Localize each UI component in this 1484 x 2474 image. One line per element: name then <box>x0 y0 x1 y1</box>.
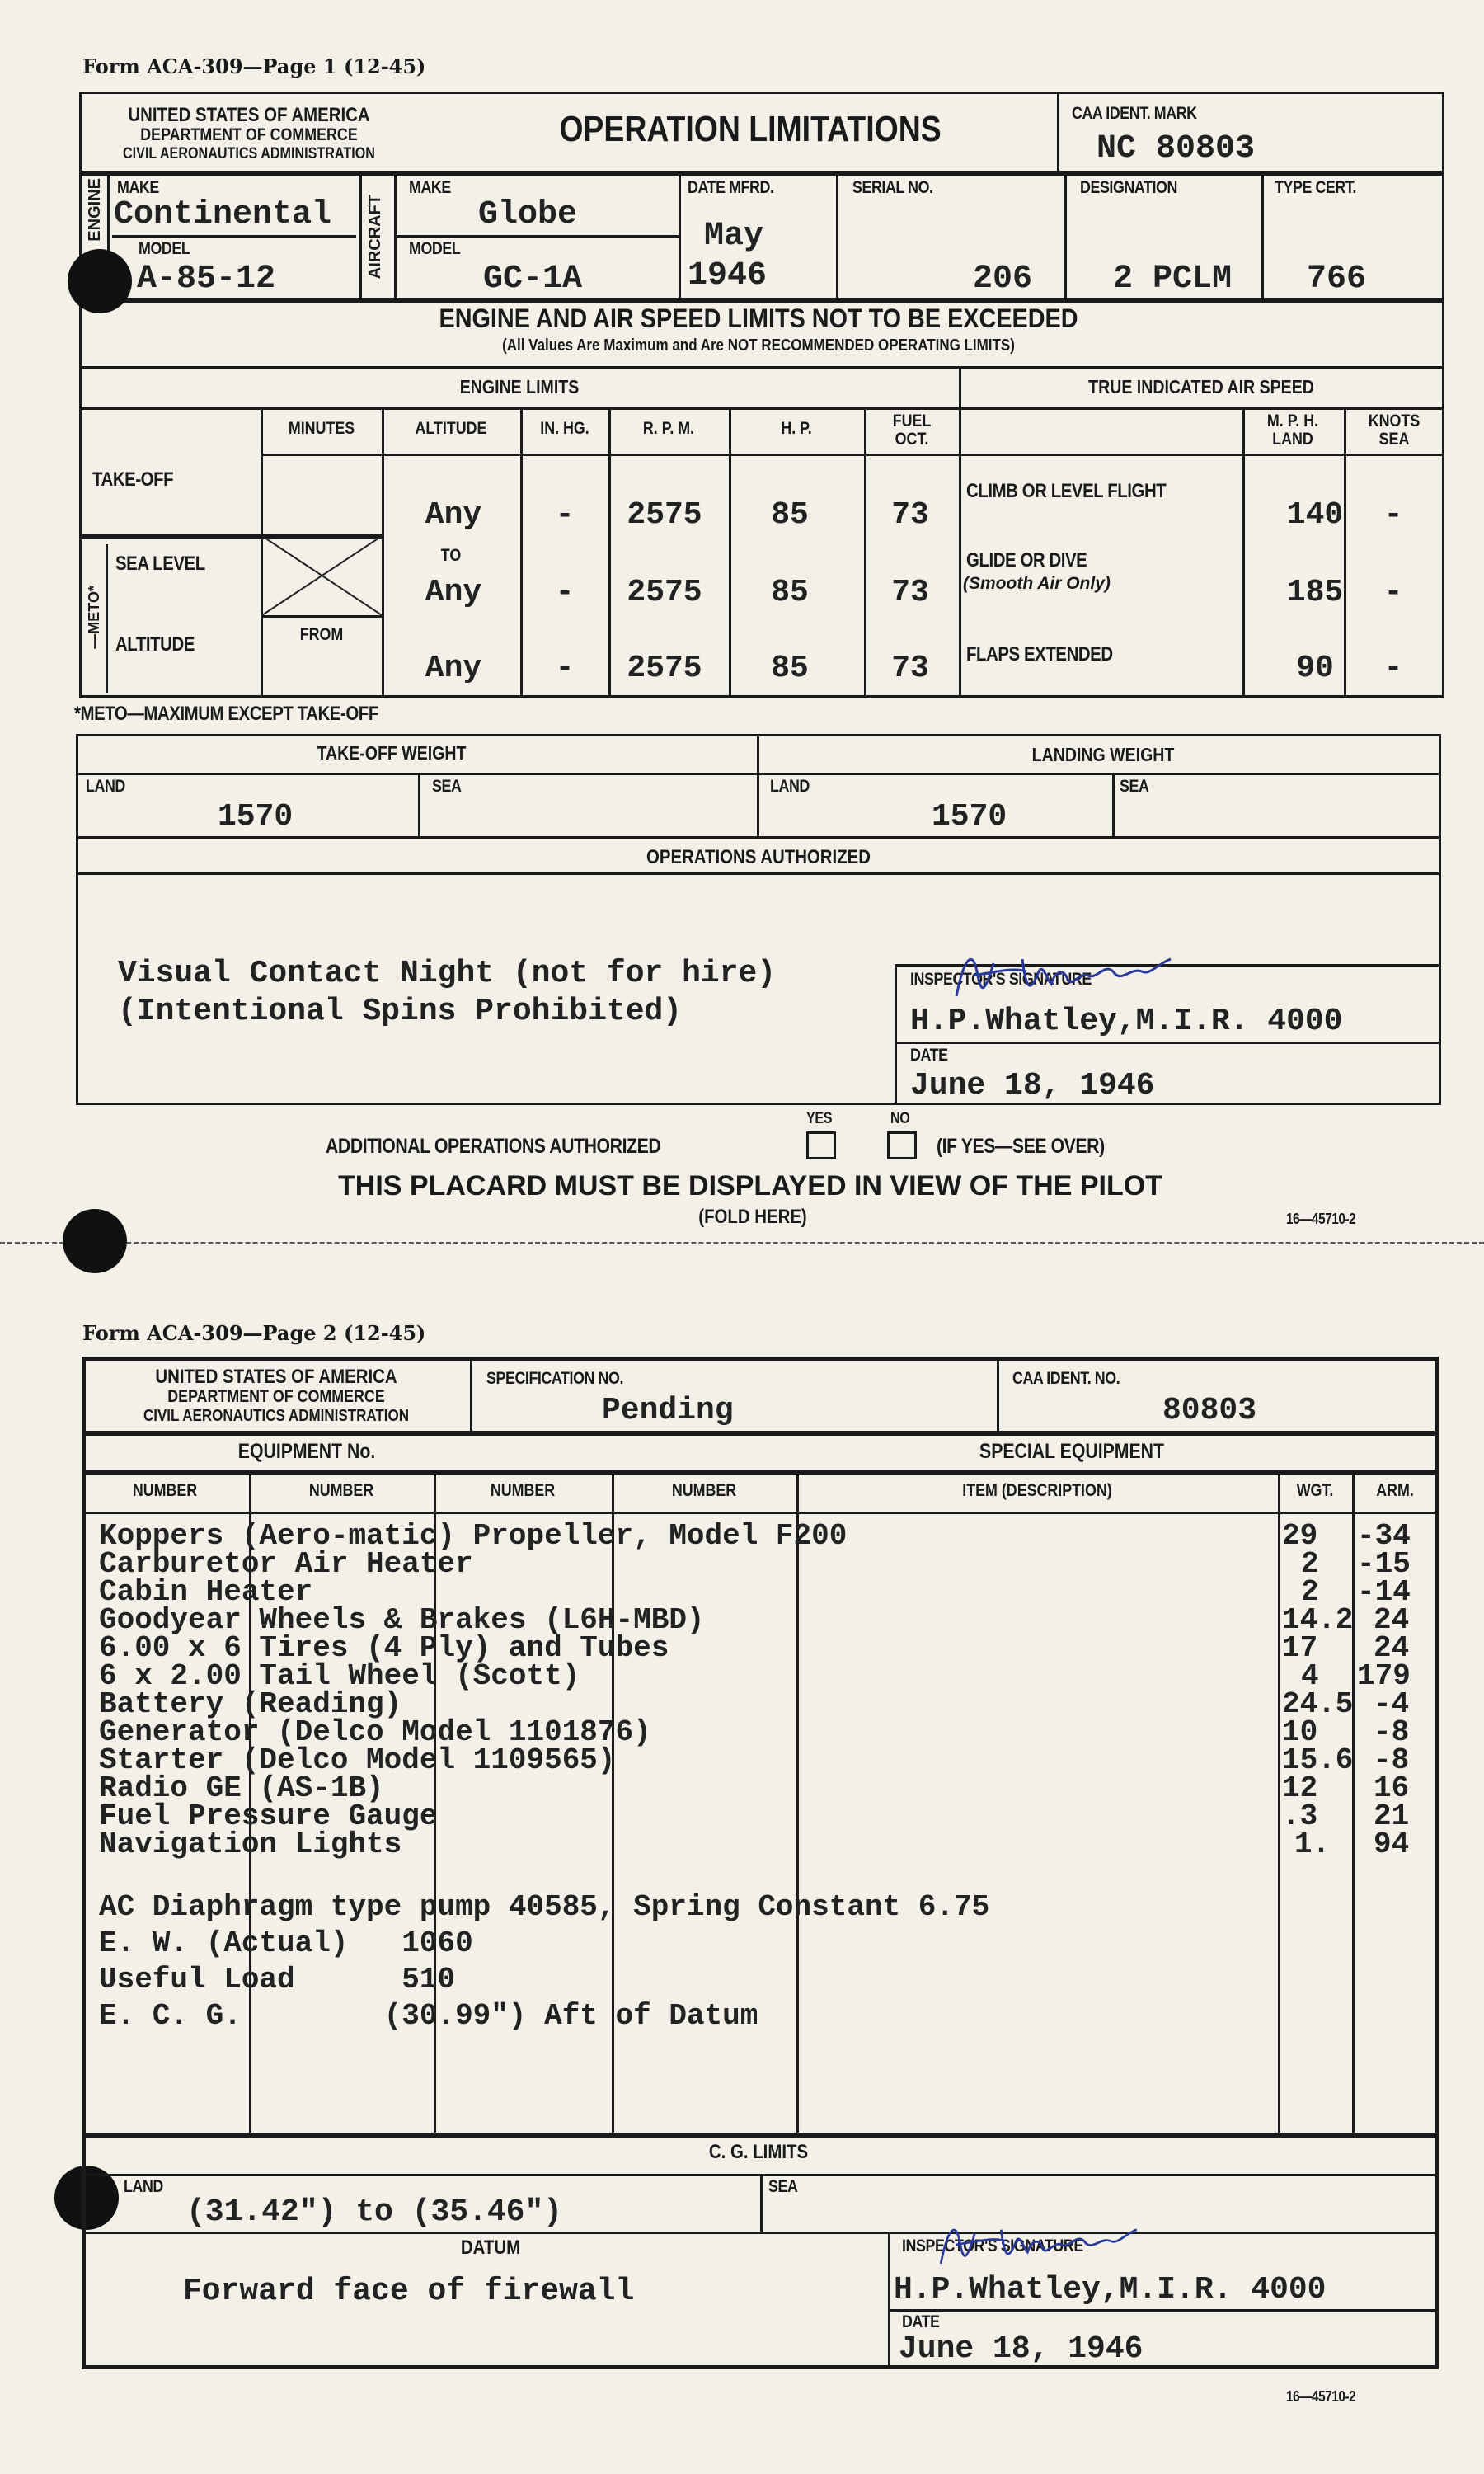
page2-form-label: Form ACA-309—Page 2 (12-45) <box>82 1321 426 1345</box>
fold-line <box>0 1242 1484 1244</box>
rpm-value: 2575 <box>627 651 702 686</box>
divider <box>261 615 382 618</box>
caa-ident-no-label: CAA IDENT. NO. <box>1012 1369 1120 1388</box>
item-weight: 2 <box>1301 1547 1319 1581</box>
agency-line-3: CIVIL AERONAUTICS ADMINISTRATION <box>143 1407 410 1425</box>
col-fuel-oct: FUEL OCT. <box>892 412 932 449</box>
divider <box>997 1357 999 1432</box>
divider <box>1112 773 1115 836</box>
item-weight: 24.5 <box>1282 1687 1354 1721</box>
divider <box>1242 407 1245 698</box>
divider <box>1261 173 1264 300</box>
cg-land-label: LAND <box>124 2177 163 2196</box>
cg-sea-label: SEA <box>768 2177 798 2196</box>
cg-limits-label: C. G. LIMITS <box>708 2141 809 2163</box>
page2-print-code: 16—45710-2 <box>1286 2388 1356 2405</box>
yes-label: YES <box>806 1110 833 1127</box>
page-title: OPERATION LIMITATIONS <box>559 109 942 149</box>
landing-weight-label: LANDING WEIGHT <box>1031 744 1175 765</box>
item-weight: 17 <box>1282 1631 1318 1665</box>
divider <box>1344 407 1346 698</box>
caa-ident-label: CAA IDENT. MARK <box>1072 104 1197 123</box>
altitude-to-label: TO <box>440 546 462 565</box>
col-in-hg: IN. HG. <box>540 419 589 438</box>
item-arm: 24 <box>1374 1603 1410 1637</box>
item-arm: -15 <box>1357 1547 1411 1581</box>
item-weight: .3 <box>1282 1799 1318 1833</box>
takeoff-land-value: 1570 <box>218 799 294 835</box>
fuel-value: 73 <box>891 651 929 686</box>
takeoff-sea-label: SEA <box>432 777 462 796</box>
divider <box>82 1512 1439 1514</box>
equipment-item: Goodyear Wheels & Brakes (L6H-MBD) <box>99 1603 705 1637</box>
agency-line-3: CIVIL AERONAUTICS ADMINISTRATION <box>123 145 375 162</box>
divider <box>1278 1472 1280 2133</box>
divider <box>796 1472 799 2133</box>
item-arm: -14 <box>1357 1575 1411 1609</box>
special-equipment-heading: SPECIAL EQUIPMENT <box>979 1440 1164 1463</box>
col-arm: ARM. <box>1376 1481 1414 1500</box>
divider <box>79 171 1444 176</box>
item-weight: 15.6 <box>1282 1743 1354 1777</box>
limits-subheading: (All Values Are Maximum and Are NOT RECOMMENDED OPERATING LIMITS) <box>502 336 1015 355</box>
col-number-4: NUMBER <box>671 1481 737 1500</box>
row-meto-label: —METO* <box>86 586 102 649</box>
airspeed-flaps-mph: 90 <box>1296 651 1334 686</box>
limits-heading: ENGINE AND AIR SPEED LIMITS NOT TO BE EXCEEDED <box>439 303 1078 333</box>
airspeed-glide-knots: - <box>1383 575 1403 610</box>
divider <box>79 407 1444 410</box>
item-arm: 21 <box>1374 1799 1410 1833</box>
divider <box>76 836 1441 839</box>
divider <box>959 454 1444 456</box>
divider <box>359 173 362 300</box>
equipment-item: 6 x 2.00 Tail Wheel (Scott) <box>99 1659 580 1693</box>
item-arm: 94 <box>1374 1827 1410 1861</box>
col-item-description: ITEM (DESCRIPTION) <box>962 1481 1112 1500</box>
equipment-item: Koppers (Aero-matic) Propeller, Model F200 <box>99 1519 848 1553</box>
engine-model-value: A-85-12 <box>137 261 276 298</box>
col-number-2: NUMBER <box>308 1481 374 1500</box>
divider <box>82 1470 1439 1475</box>
datum-label: DATUM <box>460 2236 521 2259</box>
yes-checkbox[interactable] <box>806 1131 836 1159</box>
airspeed-climb-label: CLIMB OR LEVEL FLIGHT <box>966 480 1167 502</box>
additional-ops-label: ADDITIONAL OPERATIONS AUTHORIZED <box>326 1135 661 1158</box>
empty-cg: E. C. G. (30.99") Aft of Datum <box>99 1999 758 2033</box>
divider <box>757 734 759 836</box>
col-number-3: NUMBER <box>490 1481 556 1500</box>
col-weight: WGT. <box>1296 1481 1334 1500</box>
hp-value: 85 <box>771 497 809 533</box>
inspector-signature <box>923 2218 1154 2271</box>
equipment-item: Battery (Reading) <box>99 1687 402 1721</box>
divider <box>261 454 959 456</box>
divider <box>864 407 866 698</box>
col-minutes: MINUTES <box>288 419 355 438</box>
placard-notice: THIS PLACARD MUST BE DISPLAYED IN VIEW OF THE PILOT <box>338 1170 1162 1202</box>
equipment-item: Radio GE (AS-1B) <box>99 1771 384 1805</box>
fuel-value: 73 <box>891 575 929 610</box>
agency-line-1: UNITED STATES OF AMERICA <box>128 104 370 126</box>
col-number-1: NUMBER <box>132 1481 198 1500</box>
landing-land-label: LAND <box>770 777 810 796</box>
airspeed-glide-label: GLIDE OR DIVE <box>966 549 1087 571</box>
empty-weight: E. W. (Actual) 1060 <box>99 1926 473 1960</box>
rpm-value: 2575 <box>627 575 702 610</box>
item-weight: 14.2 <box>1282 1603 1354 1637</box>
airspeed-glide-mph: 185 <box>1286 575 1344 610</box>
ops-line-2: (Intentional Spins Prohibited) <box>118 994 683 1029</box>
row-altitude-label: ALTITUDE <box>115 633 195 656</box>
type-cert-label: TYPE CERT. <box>1275 178 1356 197</box>
takeoff-weight-label: TAKE-OFF WEIGHT <box>317 742 467 764</box>
punch-hole <box>63 1209 127 1273</box>
item-arm: 24 <box>1374 1631 1410 1665</box>
divider <box>1057 92 1059 173</box>
item-arm: 179 <box>1357 1659 1411 1693</box>
aircraft-make-value: Globe <box>478 196 578 233</box>
inspector-sig-label: INSPECTOR'S SIGNATURE <box>910 970 1092 989</box>
serial-label: SERIAL NO. <box>852 178 933 197</box>
airspeed-climb-knots: - <box>1383 497 1403 533</box>
equipment-item: Carburetor Air Heater <box>99 1547 473 1581</box>
col-mph-land: M. P. H. LAND <box>1266 412 1319 449</box>
airspeed-heading: TRUE INDICATED AIR SPEED <box>1088 376 1314 397</box>
punch-hole <box>68 249 132 313</box>
ops-line-1: Visual Contact Night (not for hire) <box>118 956 777 991</box>
engine-make-value: Continental <box>114 196 332 233</box>
equipment-item: Fuel Pressure Gauge <box>99 1799 438 1833</box>
inspector-name: H.P.Whatley,M.I.R. 4000 <box>910 1004 1343 1039</box>
equipment-no-heading: EQUIPMENT No. <box>237 1440 376 1463</box>
item-arm: -34 <box>1357 1519 1411 1553</box>
date-mfrd-year: 1946 <box>688 257 768 294</box>
divider <box>1352 1472 1355 2133</box>
col-rpm: R. P. M. <box>642 419 695 438</box>
if-yes-note: (IF YES—SEE OVER) <box>937 1135 1105 1158</box>
col-hp: H. P. <box>781 419 812 438</box>
divider <box>382 407 384 698</box>
equipment-item: Generator (Delco Model 1101876) <box>99 1715 651 1749</box>
agency-line-2: DEPARTMENT OF COMMERCE <box>167 1387 385 1406</box>
inspector-name: H.P.Whatley,M.I.R. 4000 <box>894 2272 1327 2307</box>
hp-value: 85 <box>771 651 809 686</box>
fold-here-label: (FOLD HERE) <box>698 1206 807 1228</box>
divider <box>760 2174 763 2232</box>
aircraft-model-value: GC-1A <box>483 261 583 298</box>
in-hg-value: - <box>555 497 575 533</box>
item-arm: -8 <box>1374 1743 1410 1777</box>
item-arm: -4 <box>1374 1687 1410 1721</box>
page1-form-label: Form ACA-309—Page 1 (12-45) <box>82 54 426 78</box>
designation-label: DESIGNATION <box>1080 178 1177 197</box>
agency-line-1: UNITED STATES OF AMERICA <box>155 1366 397 1388</box>
divider <box>608 407 611 698</box>
designation-value: 2 PCLM <box>1113 261 1233 298</box>
in-hg-value: - <box>555 575 575 610</box>
airspeed-flaps-label: FLAPS EXTENDED <box>966 643 1113 666</box>
airspeed-flaps-knots: - <box>1383 651 1403 686</box>
equipment-item: Cabin Heater <box>99 1575 313 1609</box>
item-weight: 4 <box>1301 1659 1319 1693</box>
item-weight: 10 <box>1282 1715 1318 1749</box>
divider <box>106 544 108 693</box>
aircraft-side-label: AIRCRAFT <box>366 195 384 280</box>
item-weight: 12 <box>1282 1771 1318 1805</box>
divider <box>112 235 356 238</box>
no-checkbox[interactable] <box>887 1131 917 1159</box>
airspeed-glide-note: (Smooth Air Only) <box>963 574 1111 593</box>
engine-side-label: ENGINE <box>86 178 104 242</box>
equipment-item: Starter (Delco Model 1109565) <box>99 1743 616 1777</box>
agency-line-2: DEPARTMENT OF COMMERCE <box>140 125 358 144</box>
divider <box>418 773 420 836</box>
aircraft-make-label: MAKE <box>409 178 451 197</box>
engine-limits-heading: ENGINE LIMITS <box>459 376 580 397</box>
pump-note: AC Diaphragm type pump 40585, Spring Constant 6.75 <box>99 1890 990 1924</box>
aircraft-model-label: MODEL <box>409 239 461 258</box>
divider <box>959 366 961 698</box>
inspector-signature <box>948 947 1179 1004</box>
airspeed-climb-mph: 140 <box>1286 497 1344 533</box>
landing-land-value: 1570 <box>932 799 1007 835</box>
rpm-value: 2575 <box>627 497 702 533</box>
spec-value: Pending <box>602 1393 734 1428</box>
ops-authorized-label: OPERATIONS AUTHORIZED <box>646 846 871 868</box>
item-weight: 29 <box>1282 1519 1318 1553</box>
datum-value: Forward face of firewall <box>183 2274 635 2309</box>
divider <box>82 1431 1439 1436</box>
divider <box>79 366 1444 369</box>
date-label: DATE <box>902 2312 940 2331</box>
altitude-value: Any <box>425 651 482 686</box>
col-knots-sea: KNOTS SEA <box>1368 412 1421 449</box>
not-applicable-cross <box>262 536 382 615</box>
inspection-date: June 18, 1946 <box>899 2331 1144 2367</box>
engine-model-label: MODEL <box>139 239 190 258</box>
divider <box>679 173 681 300</box>
altitude-value: Any <box>425 497 482 533</box>
inspection-date: June 18, 1946 <box>910 1068 1155 1103</box>
hp-value: 85 <box>771 575 809 610</box>
divider <box>82 2232 1439 2234</box>
meto-note: *METO—MAXIMUM EXCEPT TAKE-OFF <box>74 703 378 725</box>
row-takeoff-label: TAKE-OFF <box>92 468 174 491</box>
divider <box>836 173 838 300</box>
col-altitude: ALTITUDE <box>415 419 487 438</box>
divider <box>79 298 1444 303</box>
divider <box>729 407 731 698</box>
engine-make-label: MAKE <box>117 178 159 197</box>
divider <box>394 235 679 238</box>
divider <box>470 1357 472 1432</box>
date-mfrd-label: DATE MFRD. <box>688 178 774 197</box>
item-weight: 1. <box>1294 1827 1331 1861</box>
caa-ident-no-value: 80803 <box>1162 1393 1257 1428</box>
divider <box>612 1472 614 2133</box>
type-cert-value: 766 <box>1307 261 1367 298</box>
spec-label: SPECIFICATION NO. <box>486 1369 624 1388</box>
no-label: NO <box>890 1110 910 1127</box>
takeoff-land-label: LAND <box>86 777 125 796</box>
altitude-from-label: FROM <box>299 625 344 644</box>
useful-load: Useful Load 510 <box>99 1963 456 1997</box>
item-weight: 2 <box>1301 1575 1319 1609</box>
altitude-value: Any <box>425 575 482 610</box>
divider <box>888 2232 890 2369</box>
divider <box>76 872 1441 875</box>
caa-ident-value: NC 80803 <box>1097 130 1256 167</box>
divider <box>1064 173 1067 300</box>
date-label: DATE <box>910 1046 948 1065</box>
divider <box>888 2309 1439 2312</box>
fuel-value: 73 <box>891 497 929 533</box>
serial-value: 206 <box>973 261 1033 298</box>
item-arm: -8 <box>1374 1715 1410 1749</box>
landing-sea-label: SEA <box>1120 777 1149 796</box>
inspector-sig-label: INSPECTOR'S SIGNATURE <box>902 2236 1083 2255</box>
date-mfrd-month: May <box>704 218 764 255</box>
divider <box>895 1042 1441 1044</box>
divider <box>520 407 523 698</box>
divider <box>82 2133 1439 2138</box>
equipment-item: 6.00 x 6 Tires (4 Ply) and Tubes <box>99 1631 669 1665</box>
cg-land-range: (31.42") to (35.46") <box>186 2194 563 2230</box>
page1-print-code: 16—45710-2 <box>1286 1211 1356 1227</box>
row-sea-level-label: SEA LEVEL <box>115 553 205 575</box>
equipment-item: Navigation Lights <box>99 1827 402 1861</box>
item-arm: 16 <box>1374 1771 1410 1805</box>
in-hg-value: - <box>555 651 575 686</box>
